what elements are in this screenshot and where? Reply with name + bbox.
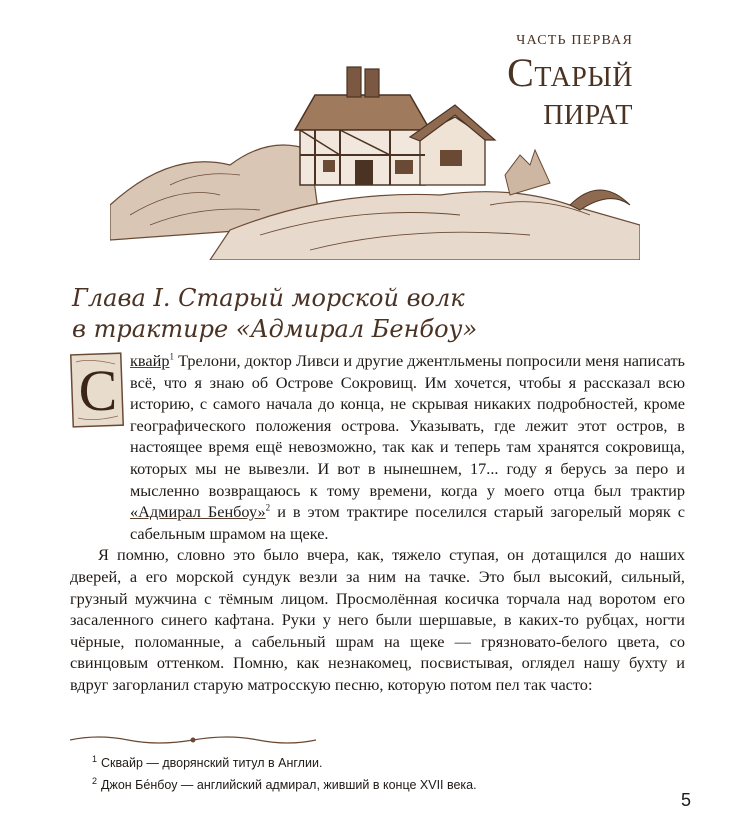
footnote-ref-1[interactable]: 1 — [169, 351, 174, 362]
footnote-2: $^2$ Джон Бе́нбоу — английский адмирал, живший в конце XVII века. — [92, 776, 477, 793]
chapter-title-line1: Глава I. Старый морской волк — [72, 284, 465, 312]
chapter-title — [72, 283, 692, 345]
footnotes — [92, 750, 692, 794]
paragraph-1 — [70, 350, 685, 544]
paragraph-1-end: и в этом трактире поселился старый загорелый моряк с сабельным шрамом на щеке. — [130, 502, 686, 543]
part-label: ЧАСТЬ ПЕРВАЯ — [516, 33, 633, 48]
paragraph-1-text: Трелони, доктор Ливси и другие джентльмены попросили меня написать всё, что я знаю об Острове Сокровищ. Им хочется, чтобы я рассказал всю историю, с самого начала до конца, не скрывая никаких подробностей, кроме географического положения острова. Указывать, где лежит этот остров, в настоящее время ещё невозможно, так как и теперь там хранятся сокровища, которых мы не вывезли. И вот в нынешнем, 17... году я берусь за перо и мысленно возвращаюсь к тому времени, когда у моего отца был трактир — [130, 351, 685, 500]
chapter-title-line2: в трактире «Адмирал Бенбоу» — [72, 315, 478, 343]
footnote-ref-2[interactable]: 2 — [265, 502, 271, 513]
footnote-divider — [68, 732, 318, 748]
part-title-line1: Старый — [507, 50, 633, 95]
paragraph-2: Я помню, словно это было вчера, как, тяжело ступая, он дотащился до наших дверей, а его морской сундук везли за ним на тачке. Это был высокий, сильный, грузный мужчина с тёмным лицом. Просмолённая косичка торчала над воротом его засаленного синего кафтана. Руки у него были шершавые, в каких-то рубцах, ногти чёрные, поломанные, а сабельный шрам на щеке — грязновато-белого цвета, со свинцовым оттенком. Помню, как незнакомец, посвистывая, оглядел нашу бухту и вдруг загорланил старую матросскую песню, которую потом пел так часто: — [70, 545, 685, 694]
footnote-1: $^1$ Сквайр — дворянский титул в Англии. — [92, 754, 323, 771]
page-number: 5 — [680, 790, 691, 810]
dropcap-letter: С — [78, 358, 118, 423]
body-text — [70, 350, 685, 696]
part-title-line2: пират — [543, 88, 633, 133]
squire-word: квайр — [130, 351, 170, 370]
inn-name: «Адмирал Бенбоу» — [130, 502, 266, 522]
cottage-illustration — [110, 50, 640, 260]
